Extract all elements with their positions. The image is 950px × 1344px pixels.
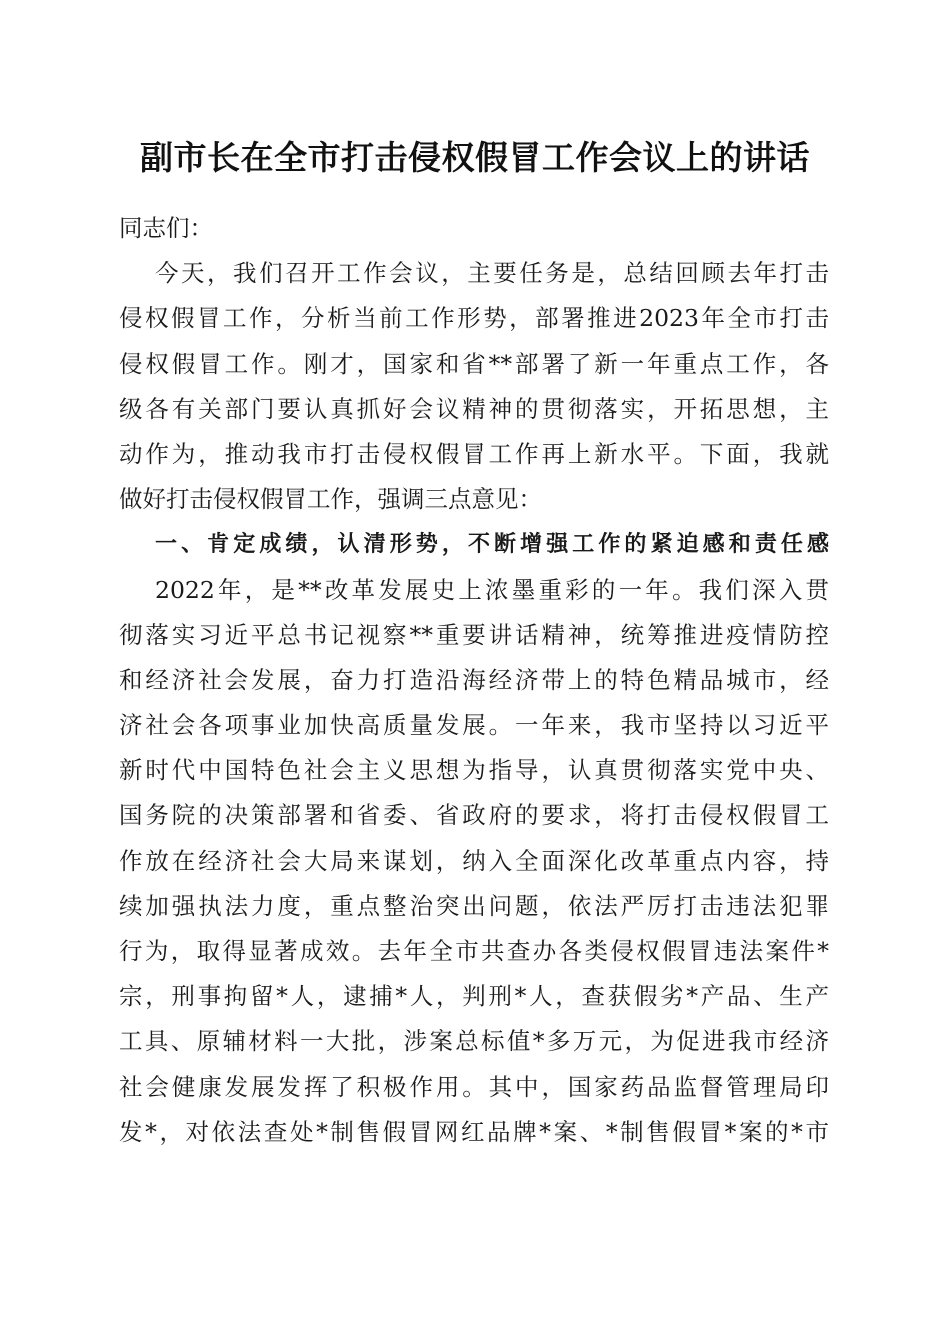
paragraph-line: 国务院的决策部署和省委、省政府的要求，将打击侵权假冒工 xyxy=(119,801,829,830)
section-heading: 一、肯定成绩，认清形势，不断增强工作的紧迫感和责任感 xyxy=(155,532,829,558)
paragraph-line: 济社会各项事业加快高质量发展。一年来，我市坚持以习近平 xyxy=(119,711,829,740)
paragraph-line: 宗，刑事拘留*人，逮捕*人，判刑*人，查获假劣*产品、生产 xyxy=(119,982,829,1011)
paragraph-line: 动作为，推动我市打击侵权假冒工作再上新水平。下面，我就 xyxy=(119,439,829,468)
paragraph-line: 新时代中国特色社会主义思想为指导，认真贯彻落实党中央、 xyxy=(119,756,829,785)
paragraph-line: 工具、原辅材料一大批，涉案总标值*多万元，为促进我市经济 xyxy=(119,1027,829,1056)
salutation: 同志们： xyxy=(119,214,213,242)
paragraph-line: 侵权假冒工作。刚才，国家和省**部署了新一年重点工作，各 xyxy=(119,349,829,378)
document-title: 副市长在全市打击侵权假冒工作会议上的讲话 xyxy=(140,138,810,177)
paragraph-line: 社会健康发展发挥了积极作用。其中，国家药品监督管理局印 xyxy=(119,1072,829,1101)
paragraph-line: 彻落实习近平总书记视察**重要讲话精神，统筹推进疫情防控 xyxy=(119,620,829,649)
paragraph-line: 做好打击侵权假冒工作，强调三点意见： xyxy=(119,485,542,514)
document-body xyxy=(119,206,829,1155)
paragraph-line: 作放在经济社会大局来谋划，纳入全面深化改革重点内容，持 xyxy=(119,846,829,875)
paragraph-line: 续加强执法力度，重点整治突出问题，依法严厉打击违法犯罪 xyxy=(119,891,829,920)
paragraph-line: 发*，对依法查处*制售假冒网红品牌*案、*制售假冒*案的*市 xyxy=(119,1117,829,1146)
paragraph-line: 2022年，是**改革发展史上浓墨重彩的一年。我们深入贯 xyxy=(155,575,829,604)
paragraph-line: 今天，我们召开工作会议，主要任务是，总结回顾去年打击 xyxy=(155,259,829,288)
paragraph-line: 和经济社会发展，奋力打造沿海经济带上的特色精品城市，经 xyxy=(119,665,829,694)
paragraph-line: 侵权假冒工作，分析当前工作形势，部署推进2023年全市打击 xyxy=(119,304,829,333)
paragraph-line: 级各有关部门要认真抓好会议精神的贯彻落实，开拓思想，主 xyxy=(119,394,829,423)
paragraph-line: 行为，取得显著成效。去年全市共查办各类侵权假冒违法案件* xyxy=(119,937,829,965)
